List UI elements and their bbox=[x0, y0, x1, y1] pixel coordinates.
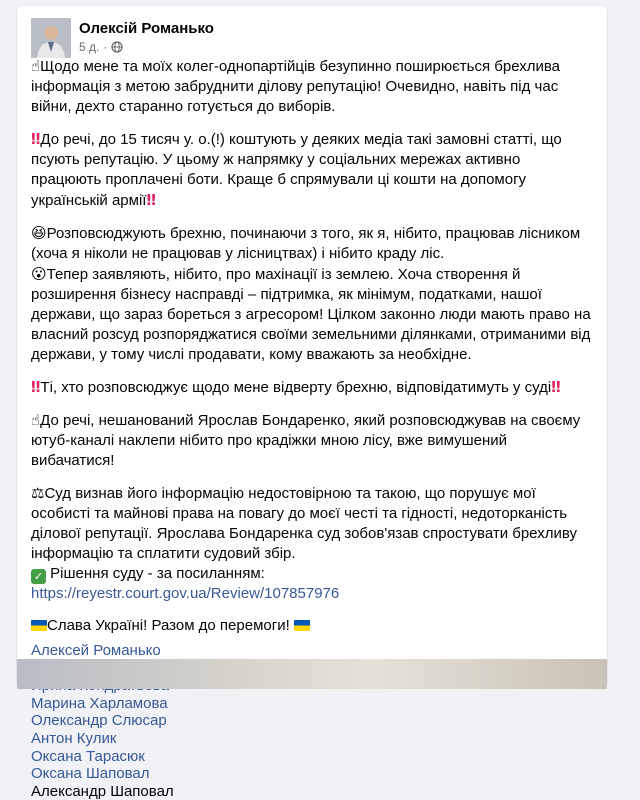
facebook-post bbox=[17, 6, 607, 800]
paragraph-3 bbox=[31, 223, 591, 264]
paragraph-1 bbox=[31, 56, 591, 117]
paragraph-7-text: Суд визнав його інформацію недостовірною та такою, що порушує мої особисті та майнові права на повагу до моєї честі та гідності, недоторканість ділової репутації. Ярослава Бондаренка суд зобов'язав спростувати брехливу інформацію та сплатити судовий збір. bbox=[31, 485, 577, 562]
grinning-face-icon: 😆 bbox=[31, 224, 47, 242]
double-exclamation-icon: ‼ bbox=[551, 378, 561, 396]
meta-separator: · bbox=[103, 40, 108, 54]
paragraph-9 bbox=[31, 616, 591, 636]
pointing-hand-emoji-icon: ☝ bbox=[31, 57, 41, 75]
court-decision-link[interactable]: https://reyestr.court.gov.ua/Review/107857976 bbox=[31, 585, 340, 602]
paragraph-7 bbox=[31, 483, 591, 564]
paragraph-5-text: Ті, хто розповсюджує щодо мене відверту брехню, відповідатимуть у суді bbox=[40, 379, 552, 396]
post-time[interactable]: 5 д. bbox=[79, 40, 100, 54]
paragraph-8 bbox=[31, 564, 591, 584]
check-mark-icon: ✓ bbox=[31, 569, 46, 584]
avatar-photo-icon bbox=[31, 18, 71, 58]
paragraph-8-text: Рішення суду - за посиланням: bbox=[50, 565, 265, 582]
post-meta bbox=[79, 40, 123, 54]
author-avatar[interactable] bbox=[31, 18, 71, 58]
paragraph-4-text: Тепер заявляють, нібито, про махінації із землею. Хоча створення й розширення бізнесу насправді – підтримка, як мінімум, податками, нашої держави, що зараз бореться з агресором! Цілком законно люди мають право на власний розсуд розпоряджатися своїми земельними ділянками, отриманими від держави, у тому числі продавати, кому вважають за необхідне. bbox=[31, 266, 591, 363]
attached-image-preview[interactable] bbox=[17, 659, 607, 689]
paragraph-9-text: Слава Україні! Разом до перемоги! bbox=[47, 617, 290, 634]
surprised-face-icon: 😮 bbox=[31, 265, 47, 283]
paragraph-2-text: До речі, до 15 тисяч у. о.(!) коштують у деяких медіа такі замовні статті, що псують репутацію. У цьому ж напрямку у соціальних мережах активно працюють проплачені боти. Краще б спрямували ці кошти на допомогу українській армії bbox=[31, 131, 562, 209]
judge-icon: ⚖ bbox=[31, 484, 45, 502]
tagged-person[interactable]: Марина Харламова bbox=[31, 694, 168, 712]
paragraph-4 bbox=[31, 264, 591, 365]
paragraph-3-text: Розповсюджують брехню, починаючи з того, як я, нібито, працював лісником (хоча я ніколи не працював у лісництвах) і нібито краду ліс. bbox=[31, 225, 581, 262]
paragraph-6-text: До речі, нешанований Ярослав Бондаренко, який розповсюджував на своєму ютуб-каналі наклепи нібито про крадіжки мною лісу, вже вимушений вибачатися! bbox=[31, 412, 581, 469]
tagged-person[interactable]: Антон Кулик bbox=[31, 729, 117, 747]
author-name[interactable]: Олексій Романько bbox=[79, 20, 214, 37]
tagged-person[interactable]: Оксана Тарасюк bbox=[31, 747, 145, 765]
ukraine-flag-icon bbox=[31, 620, 47, 631]
double-exclamation-icon: ‼ bbox=[31, 378, 41, 396]
globe-icon[interactable] bbox=[111, 41, 123, 53]
untagged-person: Александр Шаповал bbox=[31, 782, 174, 800]
pointing-hand-emoji-icon: ☝ bbox=[31, 411, 41, 429]
paragraph-6 bbox=[31, 410, 591, 471]
tagged-person[interactable]: Алексей Романько bbox=[31, 642, 161, 659]
paragraph-2 bbox=[31, 129, 591, 211]
court-link-line bbox=[31, 584, 591, 604]
double-exclamation-icon: ‼ bbox=[31, 130, 41, 148]
paragraph-1-text: Щодо мене та моїх колег-однопартійців безупинно поширюється брехлива інформація з метою забруднити ділову репутацію! Очевидно, навіть під час війни, дехто старанно готується до виборів. bbox=[31, 58, 560, 115]
ukraine-flag-icon bbox=[294, 620, 310, 631]
tagged-person[interactable]: Олександр Слюсар bbox=[31, 712, 167, 730]
paragraph-5 bbox=[31, 377, 591, 398]
tagged-person[interactable]: Оксана Шаповал bbox=[31, 765, 150, 783]
post-header bbox=[17, 6, 607, 62]
double-exclamation-icon: ‼ bbox=[146, 191, 156, 209]
